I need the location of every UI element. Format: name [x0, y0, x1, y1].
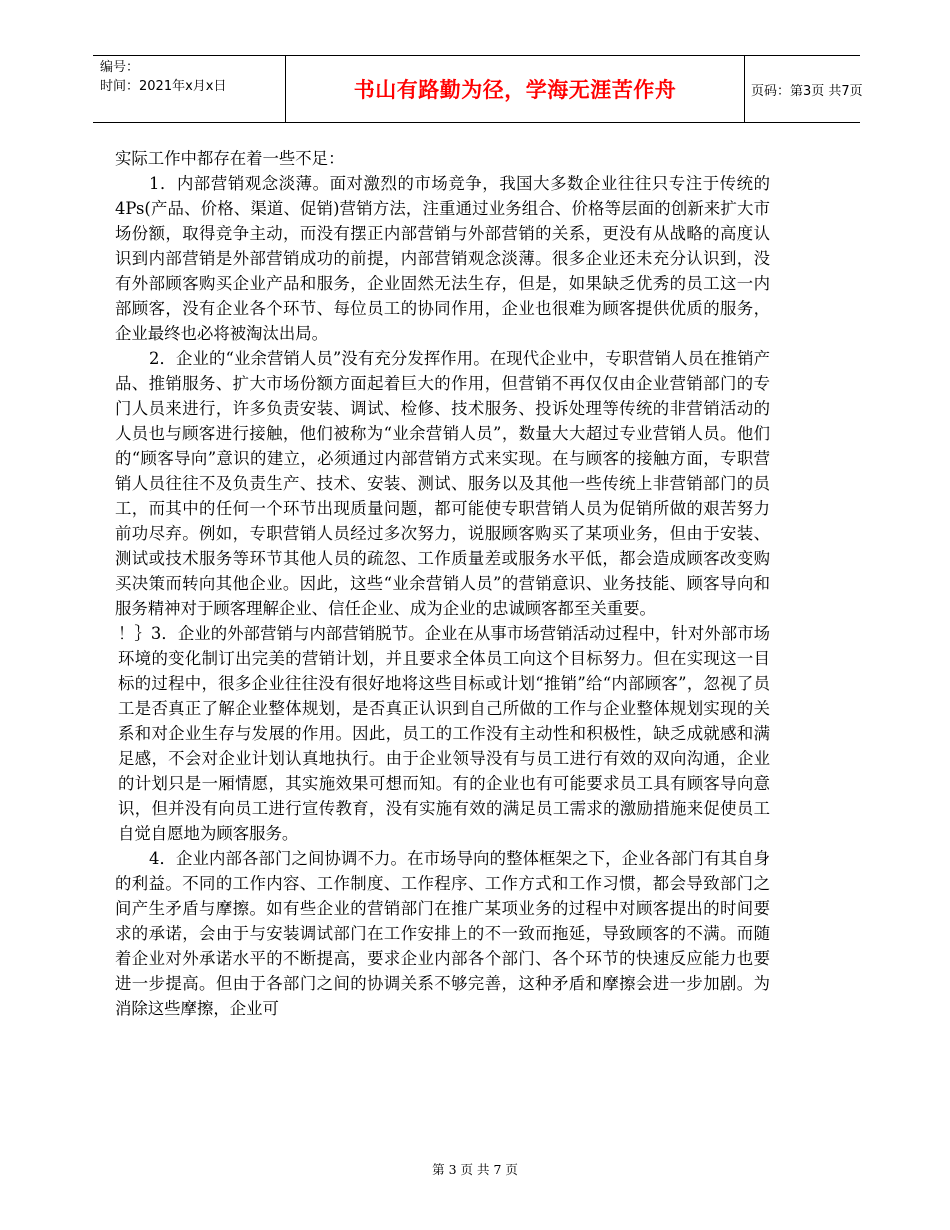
paragraph-4: 4．企业内部各部门之间协调不力。在市场导向的整体框架之下，企业各部门有其自身的利益。不同的工作内容、工作制度、工作程序、工作方式和工作习惯，都会导致部门之间产生矛盾与摩擦。如有些企业的营销部门在推广某项业务的过程中对顾客提出的时间要求的承诺，会由于与安装调试部门在工作安排上的不一致而拖延，导致顾客的不满。而随着企业对外承诺水平的不断提高，要求企业内部各个部门、各个环节的快速反应能力也要进一步提高。但由于各部门之间的协调关系不够完善，这种矛盾和摩擦会进一步加剧。为消除这些摩擦，企业可 [115, 849, 770, 1018]
intro-line: 实际工作中都存在着一些不足： [115, 149, 345, 168]
header-page-cell [744, 56, 863, 122]
header-meta [93, 56, 285, 122]
paragraph-1: 1．内部营销观念淡薄。面对激烈的市场竞争，我国大多数企业往往只专注于传统的4Ps(产品、价格、渠道、促销)营销方法，注重通过业务组合、价格等层面的创新来扩大市场份额，取得竞争主动，而没有摆正内部营销与外部营销的关系，更没有从战略的高度认识到内部营销是外部营销成功的前提，内部营销观念淡薄。很多企业还未充分认识到，没有外部顾客购买企业产品和服务，企业固然无法生存，但是，如果缺乏优秀的员工这一内部顾客，没有企业各个环节、每位员工的协同作用，企业也很难为顾客提供优质的服务，企业最终也必将被淘汰出局。 [115, 174, 770, 343]
header-motto-cell [285, 56, 745, 122]
paragraph-3: ！｝3．企业的外部营销与内部营销脱节。企业在从事市场营销活动过程中，针对外部市场环境的变化制订出完美的营销计划，并且要求全体员工向这个目标努力。但在实现这一目标的过程中，很多企业往往没有很好地将这些目标或计划“推销”给“内部顾客”，忽视了员工是否真正了解企业整体规划，是否真正认识到自己所做的工作与企业整体规划实现的关系和对企业生存与发展的作用。因此，员工的工作没有主动性和积极性，缺乏成就感和满足感，不会对企业计划认真地执行。由于企业领导没有与员工进行有效的双向沟通，企业的计划只是一厢情愿，其实施效果可想而知。有的企业也有可能要求员工具有顾客导向意识，但并没有向员工进行宣传教育，没有实施有效的满足员工需求的激励措施来促使员工自觉自愿地为顾客服务。 [118, 624, 770, 843]
paragraph-2: 2．企业的“业余营销人员”没有充分发挥作用。在现代企业中，专职营销人员在推销产品、推销服务、扩大市场份额方面起着巨大的作用，但营销不再仅仅由企业营销部门的专门人员来进行，许多负责安装、调试、检修、技术服务、投诉处理等传统的非营销活动的人员也与顾客进行接触，他们被称为“业余营销人员”，数量大大超过专业营销人员。他们的“顾客导向”意识的建立，必须通过内部营销方式来实现。在与顾客的接触方面，专职营销人员往往不及负责生产、技术、安装、测试、服务以及其他一些传统上非营销部门的员工，而其中的任何一个环节出现质量问题，都可能使专职营销人员为促销所做的艰苦努力前功尽弃。例如，专职营销人员经过多次努力，说服顾客购买了某项业务，但由于安装、测试或技术服务等环节其他人员的疏忽、工作质量差或服务水平低，都会造成顾客改变购买决策而转向其他企业。因此，这些“业余营销人员”的营销意识、业务技能、顾客导向和服务精神对于顾客理解企业、信任企业、成为企业的忠诚顾客都至关重要。 [115, 349, 770, 618]
header-motto: 书山有路勤为径，学海无涯苦作舟 [353, 78, 677, 102]
header-page-label: 页码：第3页 共7页 [751, 84, 863, 99]
time-label: 时间：2021年x月x日 [100, 79, 227, 94]
page-header [93, 55, 863, 123]
page-footer: 第 3 页 共 7 页 [432, 1162, 518, 1177]
doc-number-label: 编号： [100, 60, 140, 75]
document-body [115, 146, 770, 1021]
